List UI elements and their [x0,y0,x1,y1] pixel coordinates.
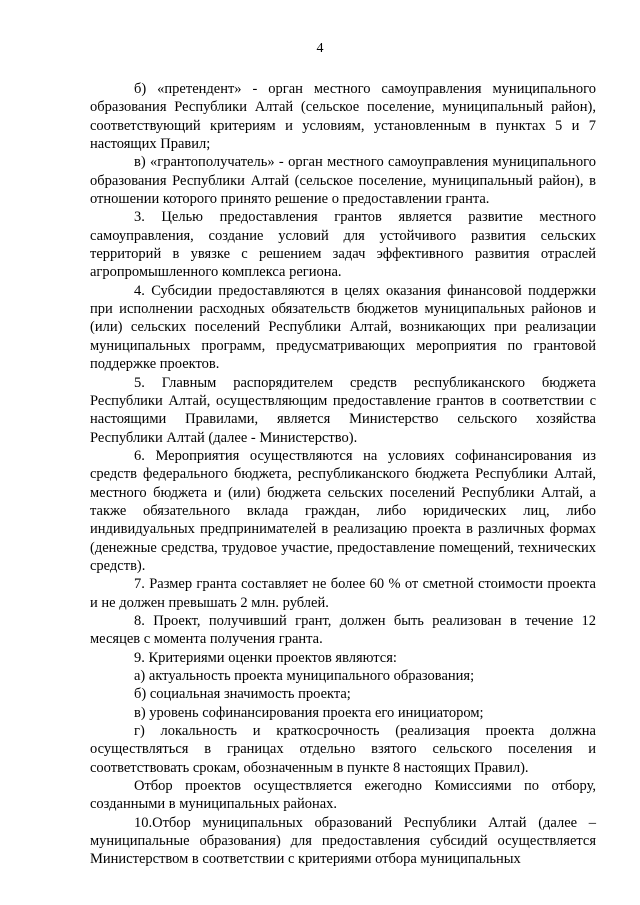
paragraph-7-grant-size: 7. Размер гранта составляет не более 60 % от сметной стоимости проекта и не должен превышать 2 млн. рублей. [90,576,596,611]
paragraph-8-implementation: 8. Проект, получивший грант, должен быть реализован в течение 12 месяцев с момента получения гранта. [90,612,596,648]
paragraph-3-purpose: 3. Целью предоставления грантов является развитие местного самоуправления, создание условий для устойчивого развития сельских территорий в увязке с решением задач эффективного развития отраслей агропромышленного комплекса региона. [90,209,596,281]
criterion-v: в) уровень софинансирования проекта его инициатором; [134,704,484,721]
page-number: 4 [316,41,324,56]
criterion-a: а) актуальность проекта муниципального образования; [134,668,475,684]
paragraph-9-criteria: 9. Критериями оценки проектов являются: [134,649,397,666]
paragraph-6-cofinancing: 6. Мероприятия осуществляются на условиях софинансирования из средств федерального бюджета, республиканского бюджета Республики Алтай, местного бюджета и (или) бюджета сельских поселений Республики Алтай, а также обязательного вклада граждан, либо юридических лиц, либо индивидуальных предпринимателей в реализацию проекта в различных формах (денежные средства, трудовое участие, предоставление помещений, технических средств). [90,447,596,574]
paragraph-b-applicant: б) «претендент» - орган местного самоуправления муниципального образования Республики Алтай (сельское поселение, муниципальный район), соответствующий критериям и условиям, установленным в пунктах 5 и 7 настоящих Правил; [90,81,596,153]
document-body [90,80,596,869]
paragraph-10-selection: 10.Отбор муниципальных образований Республики Алтай (далее – муниципальные образования) для предоставления субсидий осуществляется Министерством в соответствии с критериями отбора муниципальных [90,814,596,868]
criterion-b: б) социальная значимость проекта; [134,686,351,703]
paragraph-v-grant-recipient: в) «грантополучатель» - орган местного самоуправления муниципального образования Республики Алтай (сельское поселение, муниципальный район), в отношении которого принято решение о предоставлении гранта. [90,154,596,208]
criterion-g: г) локальность и краткосрочность (реализация проекта должна осуществляться в границах отдельно взятого сельского поселения и соответствовать срокам, обозначенным в пункте 8 настоящих Правил). [90,723,596,776]
paragraph-selection: Отбор проектов осуществляется ежегодно Комиссиями по отбору, созданными в муниципальных районах. [90,778,596,813]
paragraph-5-main-manager: 5. Главным распорядителем средств республиканского бюджета Республики Алтай, осуществляющим предоставление грантов в соответствии с настоящими Правилами, является Министерство сельского хозяйства Республики Алтай (далее - Министерство). [90,374,596,446]
paragraph-4-subsidies: 4. Субсидии предоставляются в целях оказания финансовой поддержки при исполнении расходных обязательств бюджетов муниципальных районов и (или) сельских поселений Республики Алтай, возникающих при реализации муниципальных программ, предусматривающих мероприятия по грантовой поддержке проектов. [90,282,596,373]
